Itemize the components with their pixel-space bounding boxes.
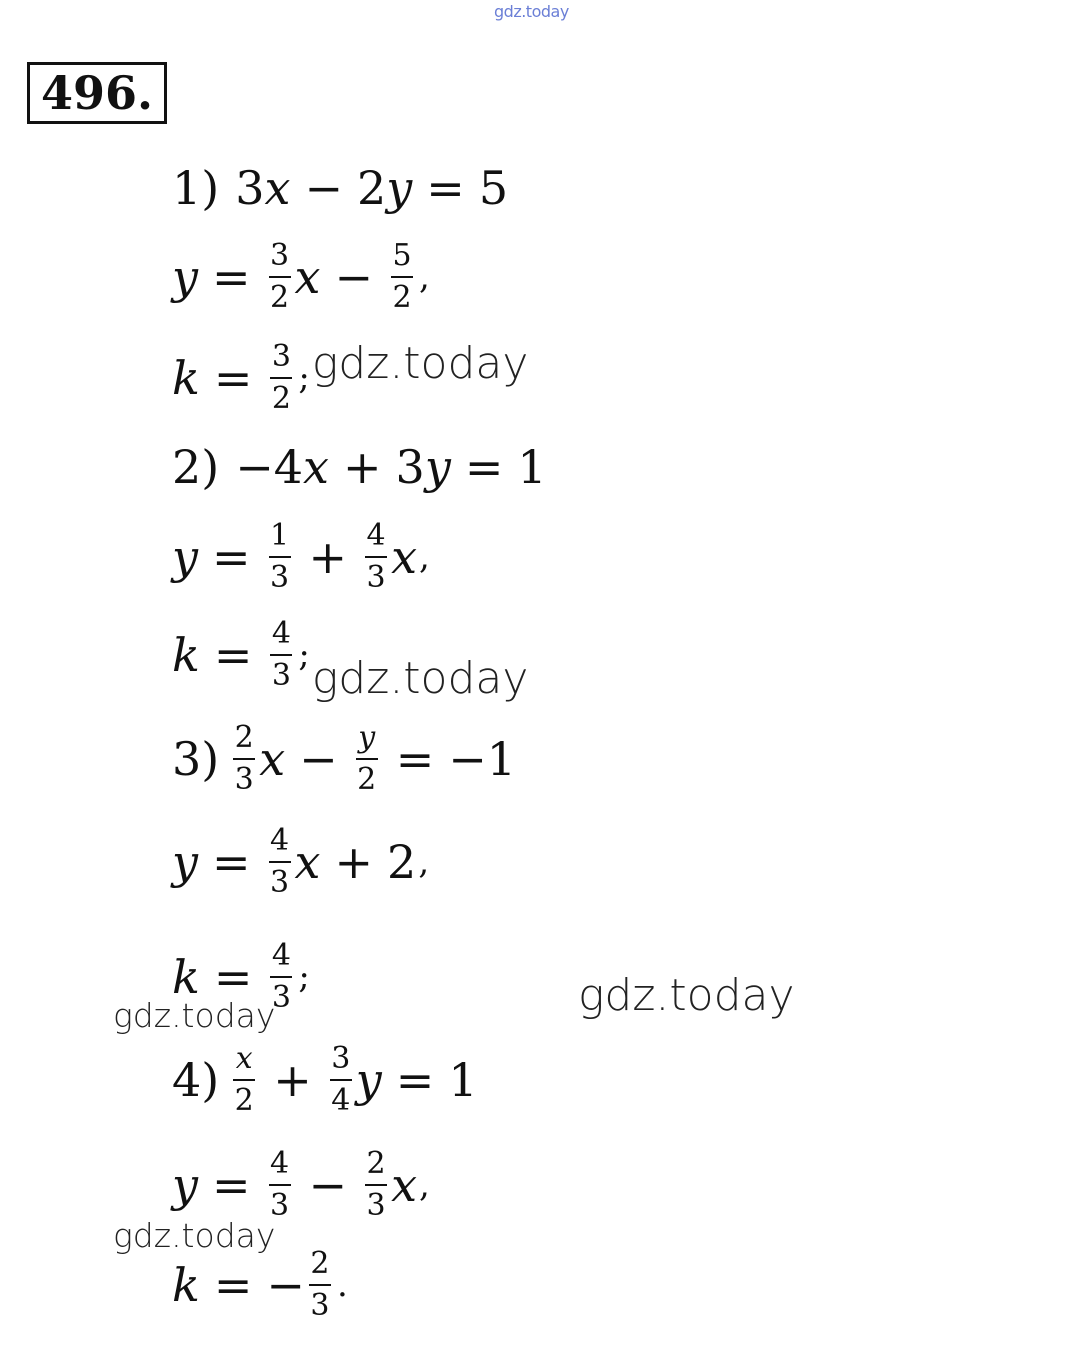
watermark: gdz.today bbox=[311, 337, 529, 389]
slope-2: k = $\frac{4}{3}$ ; gdz.today bbox=[172, 616, 529, 704]
fraction: $\frac{3}{2}$ bbox=[270, 238, 290, 315]
equation-3-solved: y = $\frac{4}{3}$ x + 2 , bbox=[172, 823, 430, 900]
watermark: gdz.today bbox=[578, 970, 795, 1021]
fraction: $\frac{4}{3}$ bbox=[366, 518, 386, 595]
item-label: 4) bbox=[172, 1053, 220, 1107]
fraction: $\frac{4}{3}$ bbox=[271, 938, 291, 1015]
item-label: 2) bbox=[172, 440, 220, 494]
fraction: $\frac{y}{2}$ bbox=[357, 720, 377, 797]
equation-4: 4) $\frac{x}{2}$ + $\frac{3}{4}$ y = 1 bbox=[172, 1041, 478, 1118]
fraction: $\frac{2}{3}$ bbox=[366, 1146, 386, 1223]
watermark: gdz.today bbox=[113, 1216, 276, 1255]
equation-3: 3) $\frac{2}{3}$ x − $\frac{y}{2}$ = −1 bbox=[172, 720, 517, 797]
slope-1: k = $\frac{3}{2}$ ; gdz.today bbox=[172, 337, 529, 416]
fraction: $\frac{1}{3}$ bbox=[270, 518, 290, 595]
equation-2-solved: y = $\frac{1}{3}$ + $\frac{4}{3}$ x , bbox=[172, 518, 430, 595]
item-label: 1) bbox=[172, 161, 220, 215]
fraction: $\frac{5}{2}$ bbox=[392, 238, 412, 315]
slope-3: k = $\frac{4}{3}$ ; bbox=[172, 938, 310, 1015]
top-watermark: gdz.today bbox=[494, 2, 569, 21]
fraction: $\frac{3}{4}$ bbox=[331, 1041, 351, 1118]
fraction: $\frac{4}{3}$ bbox=[270, 823, 290, 900]
equation-4-solved: y = $\frac{4}{3}$ − $\frac{2}{3}$ x , bbox=[172, 1146, 430, 1223]
fraction: $\frac{3}{2}$ bbox=[271, 339, 291, 416]
equation-2: 2) −4 x + 3 y = 1 bbox=[172, 440, 547, 494]
slope-4: k = − $\frac{2}{3}$ . bbox=[172, 1246, 348, 1323]
fraction: $\frac{4}{3}$ bbox=[271, 616, 291, 693]
watermark: gdz.today bbox=[311, 652, 529, 704]
equation-1: 1) 3 x − 2 y = 5 bbox=[172, 161, 509, 215]
fraction: $\frac{2}{3}$ bbox=[310, 1246, 330, 1323]
problem-number: 496. bbox=[27, 62, 167, 124]
item-label: 3) bbox=[172, 732, 220, 786]
fraction: $\frac{x}{2}$ bbox=[234, 1041, 254, 1118]
fraction: $\frac{2}{3}$ bbox=[234, 720, 254, 797]
equation-1-solved: y = $\frac{3}{2}$ x − $\frac{5}{2}$ , bbox=[172, 238, 430, 315]
watermark: gdz.today bbox=[113, 996, 276, 1035]
fraction: $\frac{4}{3}$ bbox=[270, 1146, 290, 1223]
